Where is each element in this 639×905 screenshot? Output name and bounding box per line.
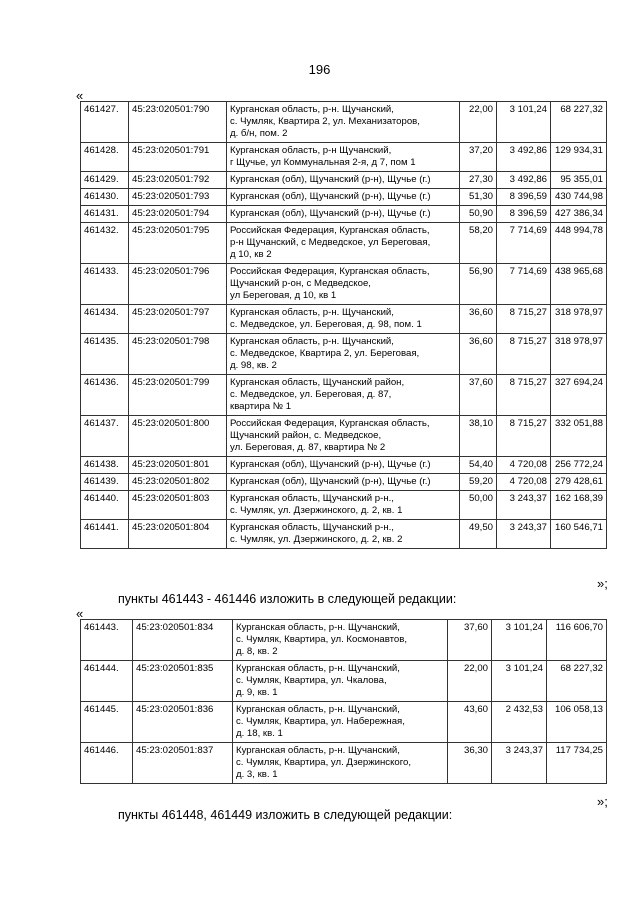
property-table-1 [80,101,607,549]
cadastral-number-cell: 45:23:020501:803 [129,491,227,520]
unit-price-cell: 7 714,69 [497,223,551,264]
open-quote-2: « [76,606,84,621]
row-number-cell: 461444. [81,661,133,702]
table-row [81,189,607,206]
address-cell: Курганская область, р-н Щучанский, г Щучье, ул Коммунальная 2-я, д 7, пом 1 [227,143,460,172]
cadastral-number-cell: 45:23:020501:800 [129,416,227,457]
row-number-cell: 461445. [81,702,133,743]
address-cell: Курганская (обл), Щучанский (р-н), Щучье (г.) [227,457,460,474]
table-row [81,416,607,457]
address-cell: Курганская область, р-н. Щучанский, с. Чумляк, Квартира, ул. Чкалова, д. 9, кв. 1 [233,661,448,702]
cadastral-number-cell: 45:23:020501:790 [129,102,227,143]
unit-price-cell: 8 715,27 [497,334,551,375]
cadastral-value-cell: 95 355,01 [551,172,607,189]
area-cell: 43,60 [448,702,492,743]
row-number-cell: 461431. [81,206,129,223]
cadastral-value-cell: 427 386,34 [551,206,607,223]
table-row [81,491,607,520]
unit-price-cell: 8 396,59 [497,189,551,206]
row-number-cell: 461432. [81,223,129,264]
row-number-cell: 461441. [81,520,129,549]
cadastral-value-cell: 448 994,78 [551,223,607,264]
address-cell: Курганская область, р-н. Щучанский, с. Чумляк, Квартира, ул. Космонавтов, д. 8, кв. 2 [233,620,448,661]
area-cell: 22,00 [448,661,492,702]
cadastral-value-cell: 68 227,32 [551,102,607,143]
row-number-cell: 461429. [81,172,129,189]
cadastral-value-cell: 327 694,24 [551,375,607,416]
cadastral-number-cell: 45:23:020501:836 [133,702,233,743]
address-cell: Курганская (обл), Щучанский (р-н), Щучье (г.) [227,189,460,206]
cadastral-number-cell: 45:23:020501:799 [129,375,227,416]
cadastral-number-cell: 45:23:020501:834 [133,620,233,661]
row-number-cell: 461434. [81,305,129,334]
table-row [81,702,607,743]
table-row [81,172,607,189]
cadastral-number-cell: 45:23:020501:795 [129,223,227,264]
table-row [81,375,607,416]
cadastral-value-cell: 279 428,61 [551,474,607,491]
area-cell: 38,10 [460,416,497,457]
area-cell: 27,30 [460,172,497,189]
amendment-paragraph-2: пункты 461448, 461449 изложить в следующей редакции: [118,808,453,822]
area-cell: 58,20 [460,223,497,264]
cadastral-value-cell: 256 772,24 [551,457,607,474]
unit-price-cell: 8 715,27 [497,375,551,416]
table-row [81,305,607,334]
unit-price-cell: 4 720,08 [497,457,551,474]
unit-price-cell: 3 101,24 [497,102,551,143]
table-row [81,264,607,305]
row-number-cell: 461443. [81,620,133,661]
cadastral-number-cell: 45:23:020501:802 [129,474,227,491]
row-number-cell: 461430. [81,189,129,206]
area-cell: 59,20 [460,474,497,491]
cadastral-value-cell: 106 058,13 [547,702,607,743]
cadastral-value-cell: 430 744,98 [551,189,607,206]
row-number-cell: 461428. [81,143,129,172]
address-cell: Курганская область, Щучанский район, с. Медведское, ул. Береговая, д. 87, квартира № 1 [227,375,460,416]
row-number-cell: 461440. [81,491,129,520]
row-number-cell: 461437. [81,416,129,457]
address-cell: Курганская область, Щучанский р-н., с. Чумляк, ул. Дзержинского, д. 2, кв. 2 [227,520,460,549]
unit-price-cell: 3 243,37 [497,491,551,520]
page-number: 196 [308,62,331,77]
row-number-cell: 461439. [81,474,129,491]
close-quote-1: »; [597,576,608,591]
cadastral-number-cell: 45:23:020501:798 [129,334,227,375]
cadastral-number-cell: 45:23:020501:797 [129,305,227,334]
table-row [81,474,607,491]
cadastral-number-cell: 45:23:020501:804 [129,520,227,549]
unit-price-cell: 8 396,59 [497,206,551,223]
unit-price-cell: 8 715,27 [497,305,551,334]
unit-price-cell: 2 432,53 [492,702,547,743]
unit-price-cell: 7 714,69 [497,264,551,305]
property-table-2 [80,619,607,784]
unit-price-cell: 4 720,08 [497,474,551,491]
table-row [81,334,607,375]
address-cell: Курганская область, р-н. Щучанский, с. Медведское, Квартира 2, ул. Береговая, д. 98, кв. 2 [227,334,460,375]
area-cell: 56,90 [460,264,497,305]
table-row [81,520,607,549]
cadastral-number-cell: 45:23:020501:794 [129,206,227,223]
row-number-cell: 461436. [81,375,129,416]
close-quote-2: »; [597,794,608,809]
cadastral-number-cell: 45:23:020501:796 [129,264,227,305]
table-row [81,743,607,784]
cadastral-number-cell: 45:23:020501:801 [129,457,227,474]
address-cell: Курганская область, р-н. Щучанский, с. Чумляк, Квартира 2, ул. Механизаторов, д. б/н, пом. 2 [227,102,460,143]
address-cell: Курганская область, р-н. Щучанский, с. Чумляк, Квартира, ул. Набережная, д. 18, кв. 1 [233,702,448,743]
cadastral-number-cell: 45:23:020501:792 [129,172,227,189]
cadastral-value-cell: 160 546,71 [551,520,607,549]
cadastral-number-cell: 45:23:020501:837 [133,743,233,784]
address-cell: Курганская область, р-н. Щучанский, с. Медведское, ул. Береговая, д. 98, пом. 1 [227,305,460,334]
area-cell: 37,60 [448,620,492,661]
open-quote-1: « [76,88,84,103]
address-cell: Курганская (обл), Щучанский (р-н), Щучье (г.) [227,206,460,223]
address-cell: Российская Федерация, Курганская область, р-н Щучанский, с Медведское, ул Береговая, д 10, кв 2 [227,223,460,264]
unit-price-cell: 3 101,24 [492,620,547,661]
unit-price-cell: 8 715,27 [497,416,551,457]
unit-price-cell: 3 492,86 [497,172,551,189]
unit-price-cell: 3 243,37 [497,520,551,549]
address-cell: Российская Федерация, Курганская область, Щучанский р-он, с Медведское, ул Береговая, д 10, кв 1 [227,264,460,305]
area-cell: 54,40 [460,457,497,474]
unit-price-cell: 3 243,37 [492,743,547,784]
area-cell: 50,90 [460,206,497,223]
area-cell: 36,60 [460,305,497,334]
area-cell: 36,60 [460,334,497,375]
cadastral-value-cell: 438 965,68 [551,264,607,305]
cadastral-value-cell: 116 606,70 [547,620,607,661]
area-cell: 37,20 [460,143,497,172]
unit-price-cell: 3 492,86 [497,143,551,172]
area-cell: 50,00 [460,491,497,520]
address-cell: Курганская (обл), Щучанский (р-н), Щучье (г.) [227,172,460,189]
cadastral-value-cell: 68 227,32 [547,661,607,702]
row-number-cell: 461433. [81,264,129,305]
address-cell: Курганская (обл), Щучанский (р-н), Щучье (г.) [227,474,460,491]
table-row [81,661,607,702]
table-row [81,206,607,223]
cadastral-value-cell: 129 934,31 [551,143,607,172]
table-row [81,143,607,172]
cadastral-value-cell: 117 734,25 [547,743,607,784]
cadastral-number-cell: 45:23:020501:835 [133,661,233,702]
row-number-cell: 461435. [81,334,129,375]
cadastral-value-cell: 318 978,97 [551,334,607,375]
cadastral-value-cell: 162 168,39 [551,491,607,520]
area-cell: 49,50 [460,520,497,549]
table-row [81,102,607,143]
table-row [81,457,607,474]
area-cell: 36,30 [448,743,492,784]
row-number-cell: 461427. [81,102,129,143]
table-row [81,620,607,661]
amendment-paragraph-1: пункты 461443 - 461446 изложить в следующей редакции: [118,592,457,606]
row-number-cell: 461438. [81,457,129,474]
cadastral-number-cell: 45:23:020501:793 [129,189,227,206]
cadastral-number-cell: 45:23:020501:791 [129,143,227,172]
address-cell: Курганская область, Щучанский р-н., с. Чумляк, ул. Дзержинского, д. 2, кв. 1 [227,491,460,520]
cadastral-value-cell: 332 051,88 [551,416,607,457]
area-cell: 37,60 [460,375,497,416]
address-cell: Курганская область, р-н. Щучанский, с. Чумляк, Квартира, ул. Дзержинского, д. 3, кв. 1 [233,743,448,784]
area-cell: 22,00 [460,102,497,143]
unit-price-cell: 3 101,24 [492,661,547,702]
table-row [81,223,607,264]
row-number-cell: 461446. [81,743,133,784]
cadastral-value-cell: 318 978,97 [551,305,607,334]
address-cell: Российская Федерация, Курганская область, Щучанский район, с. Медведское, ул. Береговая, д. 87, квартира № 2 [227,416,460,457]
area-cell: 51,30 [460,189,497,206]
